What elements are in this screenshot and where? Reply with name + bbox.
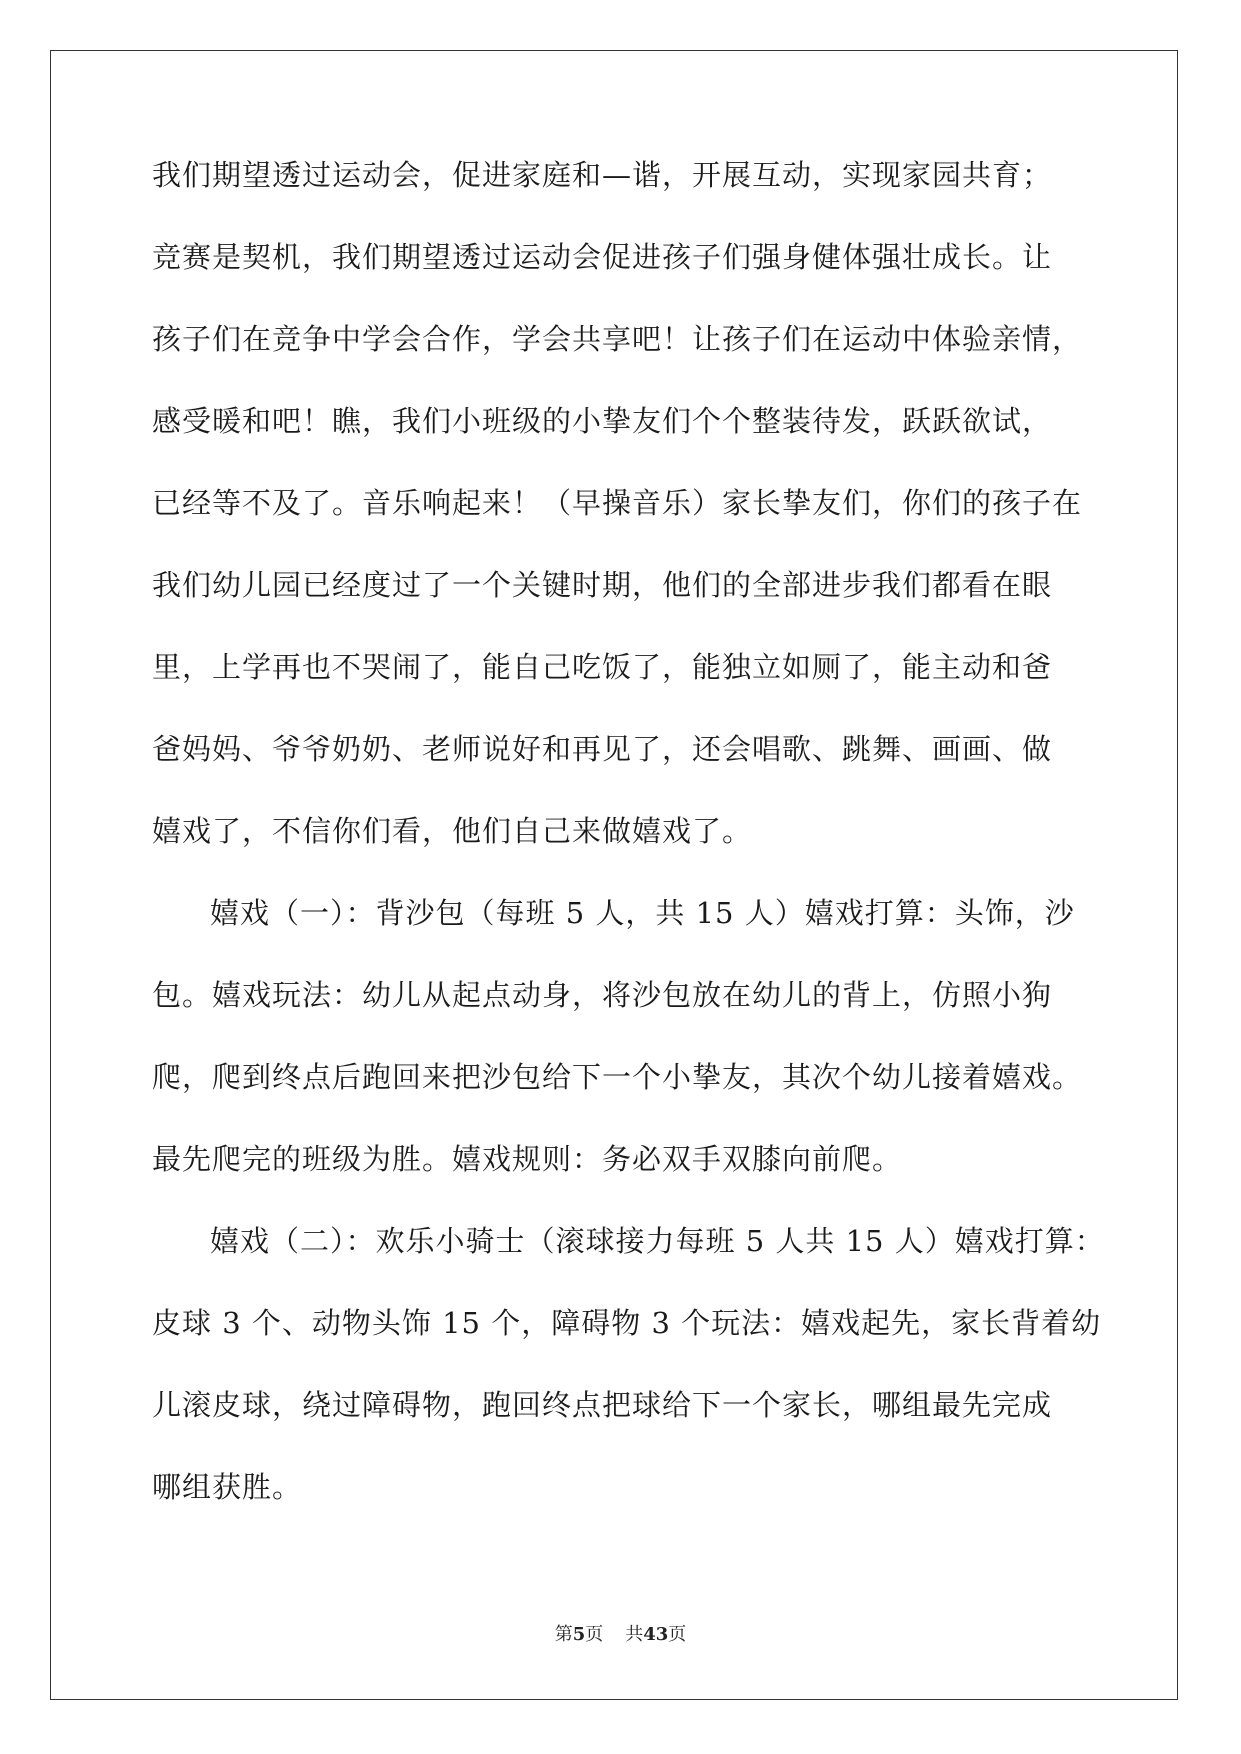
text-line: 我们幼儿园已经度过了一个关键时期，他们的全部进步我们都看在眼 xyxy=(152,568,1053,602)
text-line: 最先爬完的班级为胜。嬉戏规则：务必双手双膝向前爬。 xyxy=(152,1142,903,1176)
page-footer xyxy=(0,1620,1241,1646)
text-line: 我们期望透过运动会，促进家庭和—谐，开展互动，实现家园共育； xyxy=(152,158,1053,192)
text-line: 哪组获胜。 xyxy=(152,1470,303,1504)
text-line: 包。嬉戏玩法：幼儿从起点动身，将沙包放在幼儿的背上，仿照小狗 xyxy=(152,978,1053,1012)
text-line: 里，上学再也不哭闹了，能自己吃饭了，能独立如厕了，能主动和爸 xyxy=(152,650,1053,684)
paragraph-start-line: 嬉戏（二）：欢乐小骑士（滚球接力每班 5 人共 15 人）嬉戏打算： xyxy=(210,1224,1105,1258)
text-line: 感受暖和吧！瞧，我们小班级的小挚友们个个整装待发，跃跃欲试， xyxy=(152,404,1053,438)
total-pages: 43 xyxy=(643,1624,669,1645)
page-suffix: 页 xyxy=(585,1624,604,1645)
text-line: 已经等不及了。音乐响起来！（早操音乐）家长挚友们，你们的孩子在 xyxy=(152,486,1083,520)
text-line: 孩子们在竞争中学会合作，学会共享吧！让孩子们在运动中体验亲情， xyxy=(152,322,1083,356)
text-line: 爬，爬到终点后跑回来把沙包给下一个小挚友，其次个幼儿接着嬉戏。 xyxy=(152,1060,1083,1094)
total-prefix: 共 xyxy=(625,1624,644,1645)
page-number: 5 xyxy=(572,1624,586,1645)
text-line: 爸妈妈、爷爷奶奶、老师说好和再见了，还会唱歌、跳舞、画画、做 xyxy=(152,732,1053,766)
text-line: 儿滚皮球，绕过障碍物，跑回终点把球给下一个家长，哪组最先完成 xyxy=(152,1388,1053,1422)
page-prefix: 第 xyxy=(554,1624,573,1645)
text-line: 竞赛是契机，我们期望透过运动会促进孩子们强身健体强壮成长。让 xyxy=(152,240,1053,274)
text-line: 嬉戏了，不信你们看，他们自己来做嬉戏了。 xyxy=(152,814,753,848)
paragraph-start-line: 嬉戏（一）：背沙包（每班 5 人，共 15 人）嬉戏打算：头饰，沙 xyxy=(210,896,1075,930)
text-line: 皮球 3 个、动物头饰 15 个，障碍物 3 个玩法：嬉戏起先，家长背着幼 xyxy=(152,1306,1102,1340)
document-body xyxy=(152,150,1105,1544)
total-suffix: 页 xyxy=(668,1624,687,1645)
